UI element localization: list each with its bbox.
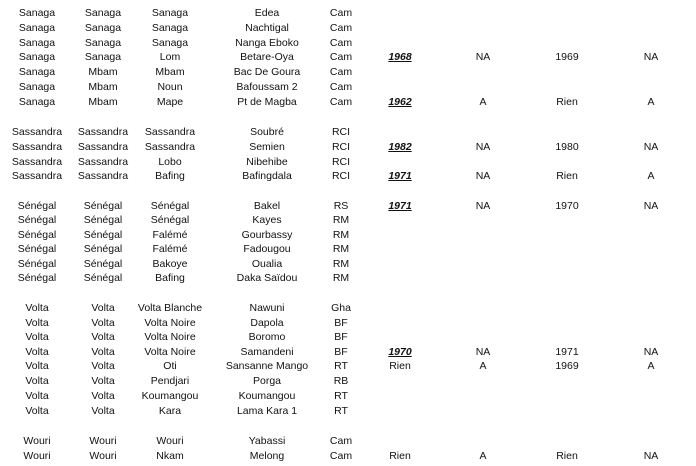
cell-basin: Wouri	[23, 435, 51, 447]
cell-river: Volta	[91, 331, 115, 343]
cell-station: Bafingdala	[242, 170, 292, 182]
cell-station: Pt de Magba	[237, 96, 297, 108]
cell-year-b: Rien	[556, 170, 578, 182]
cell-basin: Sassandra	[11, 126, 63, 138]
cell-sub-river: Volta Noire	[144, 317, 196, 329]
cell-station: Soubré	[250, 126, 284, 138]
cell-status-a: NA	[475, 200, 491, 212]
cell-status-a: A	[479, 450, 487, 462]
cell-sub-river: Nkam	[156, 450, 184, 462]
cell-status-a: NA	[475, 170, 491, 182]
cell-sub-river: Mbam	[155, 66, 185, 78]
cell-country: Cam	[329, 22, 353, 34]
cell-status-a: A	[479, 96, 487, 108]
cell-basin: Sassandra	[11, 156, 63, 168]
cell-year-a: 1982	[388, 141, 412, 153]
cell-basin: Volta	[25, 331, 49, 343]
cell-river: Sénégal	[83, 200, 123, 212]
table-row	[0, 6, 696, 20]
cell-river: Wouri	[89, 435, 117, 447]
cell-status-a: NA	[475, 51, 491, 63]
cell-station: Bakel	[253, 200, 281, 212]
table-row	[0, 184, 696, 198]
cell-station: Porga	[252, 375, 282, 387]
cell-country: RCI	[331, 126, 351, 138]
cell-year-a: 1962	[388, 96, 412, 108]
cell-country: RCI	[331, 170, 351, 182]
cell-basin: Sanaga	[18, 51, 56, 63]
cell-station: Koumangou	[238, 390, 296, 402]
cell-year-a: 1970	[388, 346, 412, 358]
cell-year-b: 1969	[555, 360, 579, 372]
cell-country: Cam	[329, 450, 353, 462]
cell-river: Sénégal	[83, 258, 123, 270]
cell-river: Mbam	[88, 66, 118, 78]
cell-sub-river: Lobo	[158, 156, 182, 168]
cell-sub-river: Volta Blanche	[137, 302, 203, 314]
table-row	[0, 316, 696, 330]
cell-sub-river: Volta Noire	[144, 346, 196, 358]
cell-river: Volta	[91, 317, 115, 329]
cell-country: BF	[334, 317, 348, 329]
cell-sub-river: Pendjari	[150, 375, 190, 387]
table-row	[0, 21, 696, 35]
cell-sub-river: Sénégal	[150, 214, 190, 226]
cell-sub-river: Lom	[159, 51, 181, 63]
cell-sub-river: Noun	[157, 81, 183, 93]
cell-river: Sanaga	[84, 22, 122, 34]
cell-basin: Volta	[25, 346, 49, 358]
cell-country: BF	[334, 331, 348, 343]
cell-status-b: A	[647, 96, 655, 108]
cell-basin: Sénégal	[17, 243, 57, 255]
cell-river: Volta	[91, 360, 115, 372]
cell-basin: Sanaga	[18, 22, 56, 34]
cell-station: Bafoussam 2	[236, 81, 298, 93]
cell-basin: Volta	[25, 302, 49, 314]
cell-station: Nachtigal	[245, 22, 289, 34]
cell-year-a: Rien	[389, 450, 411, 462]
cell-station: Semien	[249, 141, 285, 153]
cell-country: Cam	[329, 37, 353, 49]
cell-country: RT	[334, 405, 348, 417]
cell-basin: Sénégal	[17, 200, 57, 212]
cell-basin: Sassandra	[11, 141, 63, 153]
table-row	[0, 330, 696, 344]
cell-basin: Sanaga	[18, 37, 56, 49]
cell-station: Nanga Eboko	[235, 37, 299, 49]
cell-country: RCI	[331, 156, 351, 168]
table-row	[0, 228, 696, 242]
cell-station: Samandeni	[240, 346, 294, 358]
cell-country: RM	[332, 243, 350, 255]
cell-status-a: A	[479, 360, 487, 372]
table-row	[0, 286, 696, 300]
cell-basin: Sanaga	[18, 66, 56, 78]
cell-country: RT	[334, 360, 348, 372]
cell-sub-river: Falémé	[152, 243, 188, 255]
table-row	[0, 345, 696, 359]
cell-river: Sénégal	[83, 243, 123, 255]
cell-sub-river: Kara	[158, 405, 182, 417]
cell-river: Sassandra	[77, 141, 129, 153]
cell-sub-river: Bafing	[155, 272, 185, 284]
cell-sub-river: Sanaga	[151, 7, 189, 19]
cell-basin: Volta	[25, 360, 49, 372]
cell-year-a: 1968	[388, 51, 412, 63]
cell-year-b: 1969	[555, 51, 579, 63]
table-row	[0, 213, 696, 227]
table-row	[0, 242, 696, 256]
table-row	[0, 199, 696, 213]
table-row	[0, 65, 696, 79]
cell-river: Sassandra	[77, 156, 129, 168]
table-row	[0, 110, 696, 124]
cell-year-a: 1971	[388, 200, 412, 212]
table-row	[0, 389, 696, 403]
cell-country: Cam	[329, 96, 353, 108]
cell-sub-river: Falémé	[152, 229, 188, 241]
cell-station: Dapola	[250, 317, 284, 329]
cell-river: Sanaga	[84, 7, 122, 19]
cell-sub-river: Sassandra	[144, 141, 196, 153]
cell-country: Cam	[329, 435, 353, 447]
cell-basin: Sénégal	[17, 229, 57, 241]
cell-basin: Sénégal	[17, 272, 57, 284]
cell-country: RM	[332, 214, 350, 226]
cell-river: Volta	[91, 390, 115, 402]
cell-station: Melong	[249, 450, 285, 462]
cell-station: Bac De Goura	[233, 66, 301, 78]
table-row	[0, 169, 696, 183]
cell-sub-river: Bafing	[155, 170, 185, 182]
cell-sub-river: Sénégal	[150, 200, 190, 212]
cell-river: Volta	[91, 302, 115, 314]
cell-basin: Volta	[25, 390, 49, 402]
cell-country: RM	[332, 272, 350, 284]
cell-country: Gha	[331, 302, 351, 314]
cell-year-b: 1970	[555, 200, 579, 212]
cell-sub-river: Oti	[163, 360, 177, 372]
cell-station: Edea	[254, 7, 280, 19]
cell-basin: Sanaga	[18, 7, 56, 19]
cell-sub-river: Mape	[156, 96, 184, 108]
cell-basin: Volta	[25, 317, 49, 329]
cell-station: Kayes	[252, 214, 282, 226]
table-row	[0, 419, 696, 433]
cell-sub-river: Sanaga	[151, 37, 189, 49]
cell-station: Sansanne Mango	[225, 360, 309, 372]
table-row	[0, 36, 696, 50]
table-row	[0, 374, 696, 388]
cell-station: Oualia	[251, 258, 283, 270]
cell-status-b: NA	[643, 450, 659, 462]
cell-status-b: A	[647, 360, 655, 372]
cell-country: RS	[333, 200, 349, 212]
cell-river: Wouri	[89, 450, 117, 462]
cell-sub-river: Wouri	[156, 435, 184, 447]
cell-status-b: NA	[643, 346, 659, 358]
cell-river: Volta	[91, 405, 115, 417]
table-row	[0, 359, 696, 373]
table-row	[0, 404, 696, 418]
cell-river: Sénégal	[83, 214, 123, 226]
cell-status-b: NA	[643, 141, 659, 153]
table-row	[0, 50, 696, 64]
cell-river: Sassandra	[77, 126, 129, 138]
cell-basin: Sanaga	[18, 81, 56, 93]
cell-river: Sénégal	[83, 229, 123, 241]
table-row	[0, 257, 696, 271]
cell-country: Cam	[329, 7, 353, 19]
cell-status-b: A	[647, 170, 655, 182]
cell-river: Mbam	[88, 96, 118, 108]
table-row	[0, 449, 696, 463]
cell-status-a: NA	[475, 346, 491, 358]
cell-station: Yabassi	[248, 435, 286, 447]
cell-country: RM	[332, 229, 350, 241]
cell-sub-river: Koumangou	[141, 390, 199, 402]
cell-station: Gourbassy	[241, 229, 293, 241]
cell-sub-river: Bakoye	[152, 258, 188, 270]
cell-country: RCI	[331, 141, 351, 153]
cell-river: Volta	[91, 375, 115, 387]
table-row	[0, 301, 696, 315]
cell-country: BF	[334, 346, 348, 358]
cell-station: Nawuni	[249, 302, 285, 314]
cell-basin: Volta	[25, 375, 49, 387]
table-row	[0, 125, 696, 139]
cell-station: Lama Kara 1	[236, 405, 298, 417]
table-row	[0, 95, 696, 109]
cell-year-b: Rien	[556, 96, 578, 108]
cell-status-a: NA	[475, 141, 491, 153]
table-row	[0, 434, 696, 448]
table-row	[0, 140, 696, 154]
cell-year-b: 1971	[555, 346, 579, 358]
cell-sub-river: Sassandra	[144, 126, 196, 138]
cell-status-b: NA	[643, 200, 659, 212]
table-row	[0, 271, 696, 285]
cell-year-a: Rien	[389, 360, 411, 372]
cell-country: Cam	[329, 66, 353, 78]
cell-year-a: 1971	[388, 170, 412, 182]
cell-country: RT	[334, 390, 348, 402]
cell-river: Volta	[91, 346, 115, 358]
cell-river: Sénégal	[83, 272, 123, 284]
cell-river: Sassandra	[77, 170, 129, 182]
cell-station: Nibehibe	[246, 156, 288, 168]
cell-station: Betare-Oya	[240, 51, 294, 63]
cell-station: Boromo	[248, 331, 286, 343]
cell-basin: Sénégal	[17, 258, 57, 270]
cell-basin: Sénégal	[17, 214, 57, 226]
cell-station: Fadougou	[243, 243, 291, 255]
cell-status-b: NA	[643, 51, 659, 63]
cell-sub-river: Volta Noire	[144, 331, 196, 343]
cell-basin: Wouri	[23, 450, 51, 462]
cell-river: Mbam	[88, 81, 118, 93]
cell-country: RB	[333, 375, 349, 387]
cell-year-b: Rien	[556, 450, 578, 462]
cell-sub-river: Sanaga	[151, 22, 189, 34]
cell-basin: Sanaga	[18, 96, 56, 108]
cell-river: Sanaga	[84, 37, 122, 49]
cell-basin: Volta	[25, 405, 49, 417]
cell-river: Sanaga	[84, 51, 122, 63]
cell-basin: Sassandra	[11, 170, 63, 182]
cell-country: Cam	[329, 51, 353, 63]
table-row	[0, 80, 696, 94]
cell-station: Daka Saïdou	[236, 272, 298, 284]
cell-country: RM	[332, 258, 350, 270]
cell-country: Cam	[329, 81, 353, 93]
cell-year-b: 1980	[555, 141, 579, 153]
table-row	[0, 155, 696, 169]
